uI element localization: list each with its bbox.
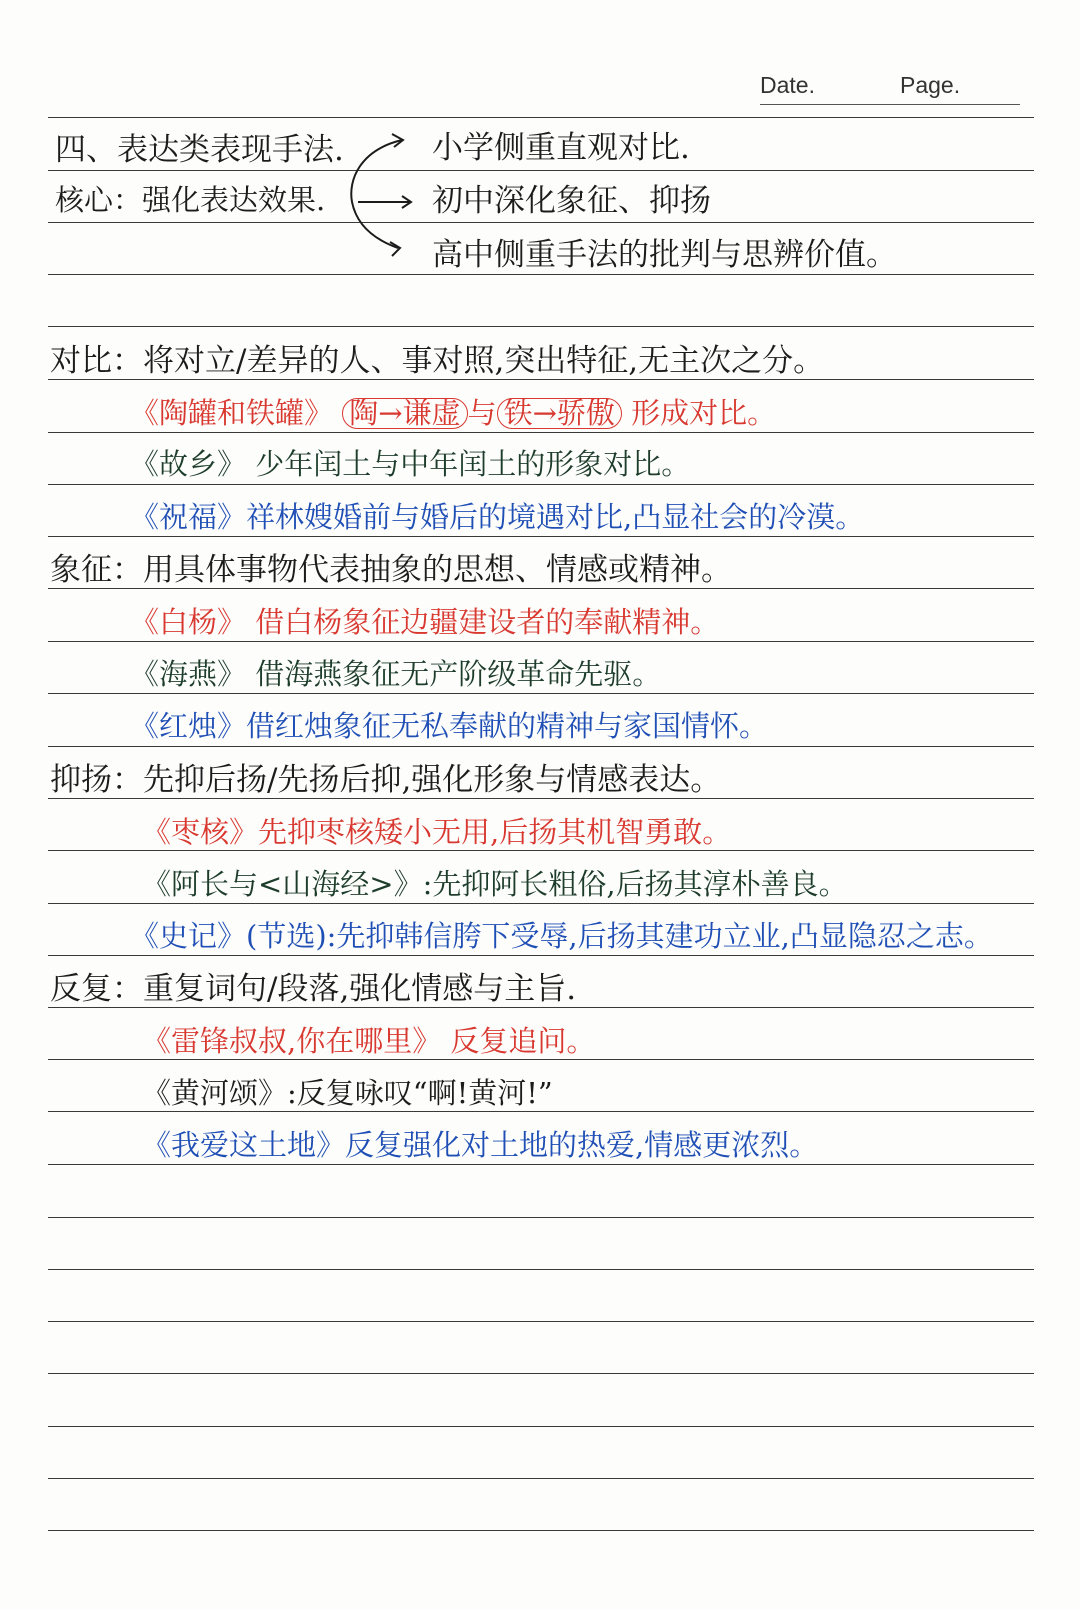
core-colon: ：	[113, 183, 143, 217]
connector: 与	[467, 396, 497, 430]
contrast-example-2: 《故乡》 少年闰土与中年闰土的形象对比。	[130, 447, 691, 481]
ruled-line	[48, 798, 1034, 799]
ruled-line	[48, 170, 1034, 171]
ruled-line	[48, 484, 1034, 485]
repeat-definition-line	[50, 971, 577, 1007]
ruled-line	[48, 222, 1034, 223]
ruled-line	[48, 1373, 1034, 1374]
colon: ：	[112, 552, 143, 588]
ruled-line	[48, 1164, 1034, 1165]
symbol-example-1: 《白杨》 借白杨象征边疆建设者的奉献精神。	[130, 605, 720, 639]
contrast-definition-line	[50, 343, 825, 379]
ruled-line	[48, 955, 1034, 956]
circled-note-clay: 陶→谦虚	[342, 398, 467, 429]
colon: ：	[112, 762, 143, 798]
ruled-line	[48, 1059, 1034, 1060]
section-title: 四、表达类表现手法.	[55, 132, 344, 168]
ruled-line	[48, 536, 1034, 537]
symbol-definition-line	[50, 552, 732, 588]
ruled-line	[48, 1007, 1034, 1008]
ruled-line	[48, 274, 1034, 275]
repeat-example-2: 《黄河颂》:反复咏叹“啊!黄河!”	[142, 1076, 553, 1110]
example-tail: 形成对比。	[631, 396, 777, 430]
symbol-example-2: 《海燕》 借海燕象征无产阶级革命先驱。	[130, 657, 662, 691]
ruled-line	[48, 903, 1034, 904]
restrain-definition: 先抑后扬/先扬后抑,强化形象与情感表达。	[143, 762, 722, 798]
repeat-example-3: 《我爱这土地》反复强化对土地的热爱,情感更浓烈。	[142, 1128, 819, 1162]
ruled-line	[48, 588, 1034, 589]
ruled-line	[48, 379, 1034, 380]
core-text: 强化表达效果.	[142, 183, 326, 217]
core-line	[55, 183, 326, 217]
repeat-example-1: 《雷锋叔叔,你在哪里》 反复追问。	[142, 1024, 596, 1058]
page-label: Page.	[900, 72, 961, 98]
ruled-line	[48, 1269, 1034, 1270]
restrain-example-2: 《阿长与<山海经>》:先抑阿长粗俗,后扬其淳朴善良。	[142, 867, 848, 901]
contrast-label: 对比	[50, 343, 112, 379]
restrain-definition-line	[50, 762, 722, 798]
branch-middle: 初中深化象征、抑扬	[432, 183, 711, 219]
date-label: Date.	[760, 72, 815, 98]
colon: ：	[112, 343, 143, 379]
colon: ：	[112, 971, 143, 1007]
core-label: 核心	[55, 183, 114, 217]
ruled-line	[48, 693, 1034, 694]
ruled-line	[48, 1426, 1034, 1427]
ruled-line	[48, 641, 1034, 642]
contrast-example-1	[130, 398, 776, 429]
branch-arrows-icon	[340, 130, 430, 270]
restrain-example-1: 《枣核》先抑枣核矮小无用,后扬其机智勇敢。	[142, 815, 732, 849]
example-title: 《陶罐和铁罐》	[130, 396, 334, 430]
contrast-definition: 将对立/差异的人、事对照,突出特征,无主次之分。	[143, 343, 825, 379]
page-header	[760, 70, 1020, 105]
symbol-label: 象征	[50, 552, 112, 588]
repeat-definition: 重复词句/段落,强化情感与主旨.	[143, 971, 577, 1007]
symbol-example-3: 《红烛》借红烛象征无私奉献的精神与家国情怀。	[130, 709, 769, 743]
ruled-line	[48, 1217, 1034, 1218]
ruled-line	[48, 432, 1034, 433]
ruled-line	[48, 1321, 1034, 1322]
ruled-line	[48, 850, 1034, 851]
branch-primary: 小学侧重直观对比.	[432, 130, 690, 166]
ruled-line	[48, 1111, 1034, 1112]
ruled-line	[48, 1530, 1034, 1531]
ruled-line	[48, 1478, 1034, 1479]
restrain-label: 抑扬	[50, 762, 112, 798]
repeat-label: 反复	[50, 971, 112, 1007]
ruled-line	[48, 117, 1034, 118]
ruled-line	[48, 326, 1034, 327]
ruled-line	[48, 746, 1034, 747]
contrast-example-3: 《祝福》祥林嫂婚前与婚后的境遇对比,凸显社会的冷漠。	[130, 500, 865, 534]
circled-note-iron: 铁→骄傲	[497, 398, 622, 429]
branch-high: 高中侧重手法的批判与思辨价值。	[432, 237, 897, 273]
symbol-definition: 用具体事物代表抽象的思想、情感或精神。	[143, 552, 732, 588]
restrain-example-3: 《史记》(节选):先抑韩信胯下受辱,后扬其建功立业,凸显隐忍之志。	[130, 919, 993, 953]
